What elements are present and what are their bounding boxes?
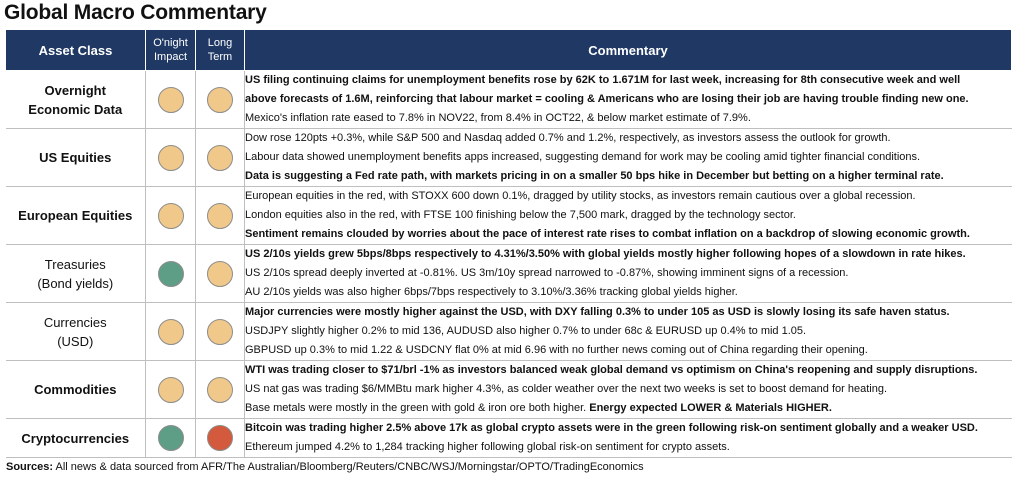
commentary-line bbox=[245, 206, 1012, 225]
onight-impact-indicator bbox=[158, 319, 184, 345]
commentary-text: GBPUSD up 0.3% to mid 1.22 & USDCNY flat 0% at mid 6.96 with no further news coming out of China regarding their opening. bbox=[245, 344, 868, 356]
long-term-indicator bbox=[207, 319, 233, 345]
commentary-cell bbox=[245, 419, 1012, 458]
commentary-cell bbox=[245, 129, 1012, 187]
long-term-cell bbox=[196, 419, 245, 458]
header-row bbox=[6, 30, 1012, 71]
asset-class-label: Treasuries bbox=[44, 256, 106, 272]
long-term-cell bbox=[196, 71, 245, 129]
commentary-line bbox=[245, 341, 1012, 360]
commentary-cell bbox=[245, 303, 1012, 361]
asset-class-cell bbox=[6, 245, 146, 303]
table-row bbox=[6, 419, 1012, 458]
long-term-cell bbox=[196, 129, 245, 187]
commentary-line bbox=[245, 187, 1012, 206]
asset-class-cell bbox=[6, 71, 146, 129]
commentary-line bbox=[245, 167, 1012, 186]
long-term-indicator bbox=[207, 145, 233, 171]
long-term-cell bbox=[196, 361, 245, 419]
commentary-line bbox=[245, 109, 1012, 128]
asset-class-cell bbox=[6, 303, 146, 361]
commentary-text: USDJPY slightly higher 0.2% to mid 136, AUDUSD also higher 0.7% to under 68c & EURUSD up 0.4% to mid 1.05. bbox=[245, 325, 807, 337]
commentary-line bbox=[245, 245, 1012, 264]
sources-text: All news & data sourced from AFR/The Australian/Bloomberg/Reuters/CNBC/WSJ/Morningstar/OPTO/TradingEconomics bbox=[55, 461, 644, 473]
long-term-indicator bbox=[207, 261, 233, 287]
table-row bbox=[6, 71, 1012, 129]
commentary-line bbox=[245, 264, 1012, 283]
asset-class-cell bbox=[6, 129, 146, 187]
onight-impact-indicator bbox=[158, 261, 184, 287]
commentary-text: London equities also in the red, with FTSE 100 finishing below the 7,500 mark, dragged by the technology sector. bbox=[245, 209, 796, 221]
commentary-highlight: Energy expected LOWER & Materials HIGHER. bbox=[589, 402, 832, 414]
onight-impact-cell bbox=[146, 129, 196, 187]
onight-impact-indicator bbox=[158, 87, 184, 113]
header-long-term bbox=[196, 30, 245, 71]
onight-impact-cell bbox=[146, 71, 196, 129]
onight-impact-cell bbox=[146, 245, 196, 303]
long-term-cell bbox=[196, 187, 245, 245]
header-onight-impact bbox=[146, 30, 196, 71]
sources-label: Sources: bbox=[6, 461, 54, 473]
commentary-cell bbox=[245, 187, 1012, 245]
commentary-line bbox=[245, 71, 1012, 90]
header-long-line1: Long bbox=[207, 37, 233, 49]
commentary-line bbox=[245, 361, 1012, 380]
commentary-text: WTI was trading closer to $71/brl -1% as investors balanced weak global demand vs optimism on China's reopening and supply disruptions. bbox=[245, 364, 978, 376]
commentary-line bbox=[245, 225, 1012, 244]
commentary-table bbox=[5, 29, 1012, 458]
commentary-line bbox=[245, 438, 1012, 457]
commentary-text: AU 2/10s yields was also higher 6bps/7bps respectively to 3.10%/3.36% tracking global yields higher. bbox=[245, 286, 738, 298]
long-term-cell bbox=[196, 245, 245, 303]
table-row bbox=[6, 187, 1012, 245]
commentary-line bbox=[245, 322, 1012, 341]
sources-note bbox=[6, 461, 644, 473]
long-term-indicator bbox=[207, 425, 233, 451]
long-term-cell bbox=[196, 303, 245, 361]
commentary-text: European equities in the red, with STOXX 600 down 0.1%, dragged by utility stocks, as investors remain cautious over a global recession. bbox=[245, 190, 916, 202]
commentary-line bbox=[245, 283, 1012, 302]
asset-class-label: Currencies bbox=[43, 314, 107, 330]
commentary-text: Mexico's inflation rate eased to 7.8% in NOV22, from 8.4% in OCT22, & below market estimate of 7.9%. bbox=[245, 112, 751, 124]
commentary-text: Dow rose 120pts +0.3%, while S&P 500 and Nasdaq added 0.7% and 1.2%, respectively, as investors assess the outlook for growth. bbox=[245, 132, 891, 144]
asset-class-label: (USD) bbox=[57, 333, 94, 349]
header-commentary: Commentary bbox=[245, 30, 1012, 71]
commentary-text: Data is suggesting a Fed rate path, with markets pricing in on a smaller 50 bps hike in December but betting on a higher terminal rate. bbox=[245, 170, 944, 182]
onight-impact-cell bbox=[146, 303, 196, 361]
commentary-cell bbox=[245, 361, 1012, 419]
page-title: Global Macro Commentary bbox=[4, 1, 267, 24]
commentary-line bbox=[245, 399, 1012, 418]
commentary-text: US 2/10s spread deeply inverted at -0.81%. US 3m/10y spread narrowed to -0.87%, showing imminent signs of a recession. bbox=[245, 267, 849, 279]
commentary-line bbox=[245, 90, 1012, 109]
commentary-text: Bitcoin was trading higher 2.5% above 17k as global crypto assets were in the green following risk-on sentiment globally and a weaker USD. bbox=[245, 422, 978, 434]
commentary-text: Major currencies were mostly higher against the USD, with DXY falling 0.3% to under 105 as USD is slowly losing its safe haven status. bbox=[245, 306, 950, 318]
long-term-indicator bbox=[207, 203, 233, 229]
header-onight-line1: O'night bbox=[153, 37, 188, 49]
commentary-text: Base metals were mostly in the green with gold & iron ore both higher. bbox=[245, 402, 587, 414]
asset-class-label: Overnight bbox=[44, 82, 106, 98]
onight-impact-indicator bbox=[158, 203, 184, 229]
commentary-line bbox=[245, 303, 1012, 322]
header-long-line2: Term bbox=[207, 51, 233, 63]
commentary-text: US filing continuing claims for unemployment benefits rose by 62K to 1.671M for last week, increasing for 8th consecutive week and well bbox=[245, 74, 961, 86]
commentary-text: US nat gas was trading $6/MMBtu mark higher 4.3%, as colder weather over the next two weeks is set to boost demand for heating. bbox=[245, 383, 887, 395]
asset-class-label: US Equities bbox=[39, 150, 112, 165]
onight-impact-cell bbox=[146, 187, 196, 245]
onight-impact-cell bbox=[146, 361, 196, 419]
onight-impact-indicator bbox=[158, 377, 184, 403]
asset-class-label: Economic Data bbox=[28, 101, 123, 117]
long-term-indicator bbox=[207, 377, 233, 403]
commentary-line bbox=[245, 129, 1012, 148]
table-row bbox=[6, 361, 1012, 419]
commentary-text: US 2/10s yields grew 5bps/8bps respectively to 4.31%/3.50% with global yields mostly higher following hopes of a slowdown in rate hikes. bbox=[245, 248, 966, 260]
commentary-text: above forecasts of 1.6M, reinforcing that labour market = cooling & Americans who are losing their job are having trouble finding new one. bbox=[245, 93, 969, 105]
asset-class-label: European Equities bbox=[18, 208, 133, 223]
table-row bbox=[6, 303, 1012, 361]
commentary-text: Ethereum jumped 4.2% to 1,284 tracking higher following global risk-on sentiment for crypto assets. bbox=[245, 441, 730, 453]
commentary-line bbox=[245, 419, 1012, 438]
commentary-text: Sentiment remains clouded by worries about the pace of interest rate rises to combat inflation on a backdrop of slowing economic growth. bbox=[245, 228, 970, 240]
asset-class-cell bbox=[6, 419, 146, 458]
commentary-cell bbox=[245, 71, 1012, 129]
commentary-cell bbox=[245, 245, 1012, 303]
header-onight-line2: Impact bbox=[153, 51, 187, 63]
asset-class-label: (Bond yields) bbox=[37, 275, 114, 291]
onight-impact-cell bbox=[146, 419, 196, 458]
header-asset-class: Asset Class bbox=[6, 30, 146, 71]
commentary-line bbox=[245, 380, 1012, 399]
asset-class-label: Cryptocurrencies bbox=[21, 430, 130, 446]
onight-impact-indicator bbox=[158, 145, 184, 171]
asset-class-label: Commodities bbox=[34, 382, 117, 397]
commentary-text: Labour data showed unemployment benefits apps increased, suggesting demand for work may be cooling amid tighter financial conditions. bbox=[245, 151, 921, 163]
asset-class-cell bbox=[6, 361, 146, 419]
asset-class-cell bbox=[6, 187, 146, 245]
long-term-indicator bbox=[207, 87, 233, 113]
table-row bbox=[6, 129, 1012, 187]
commentary-line bbox=[245, 148, 1012, 167]
onight-impact-indicator bbox=[158, 425, 184, 451]
table-row bbox=[6, 245, 1012, 303]
